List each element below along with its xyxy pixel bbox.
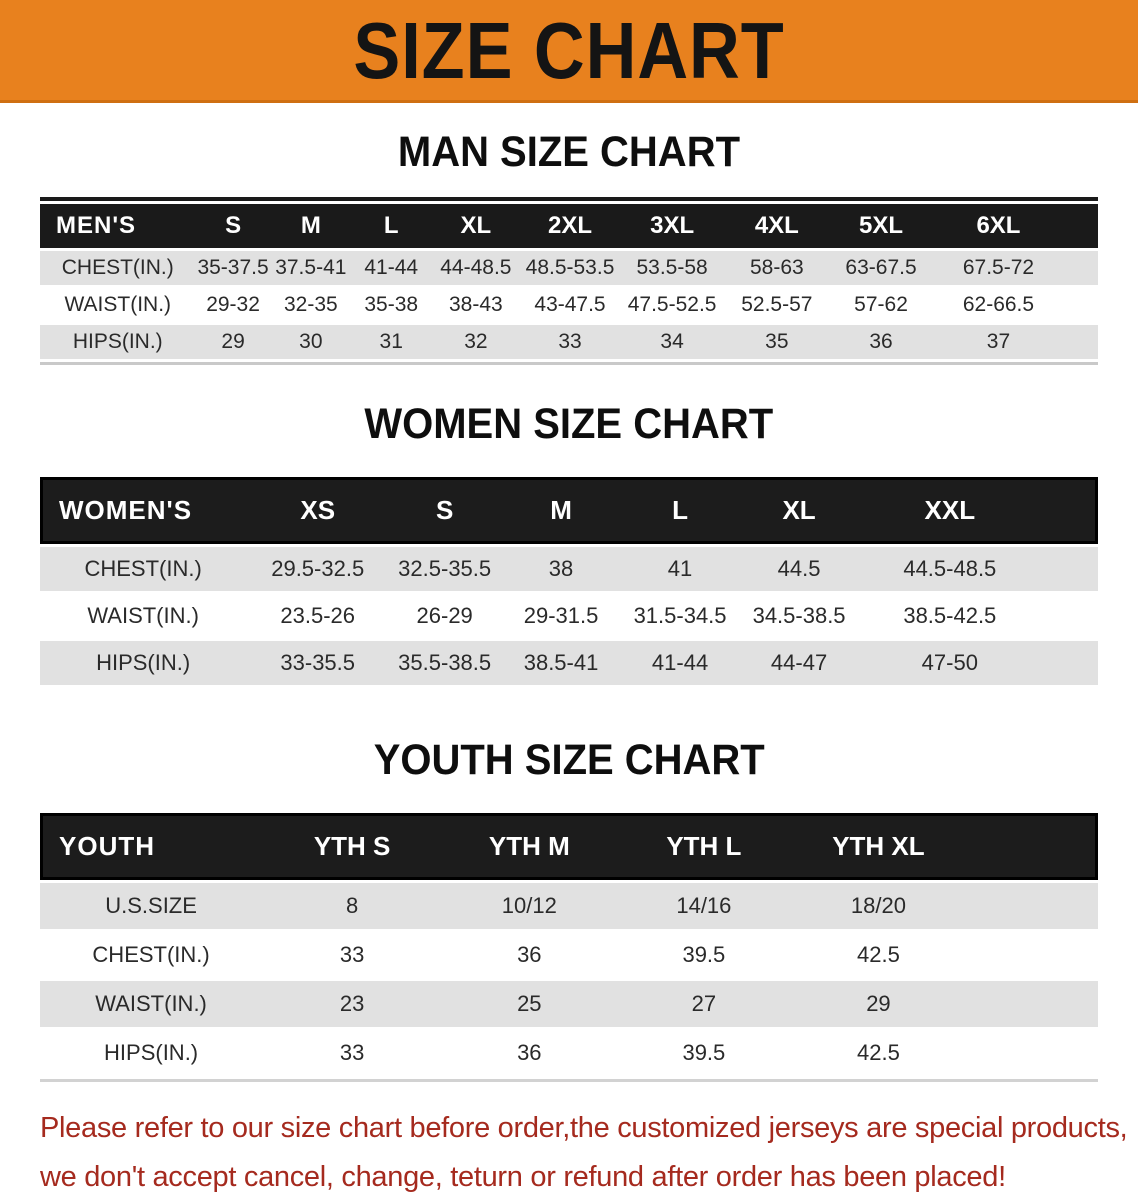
youth-size-chart-heading [0, 736, 1138, 785]
value-cell: 52.5-57 [724, 288, 829, 322]
filler-cell [1040, 594, 1098, 638]
size-header-cell: 4XL [724, 204, 829, 248]
value-cell: 18/20 [791, 883, 966, 929]
filler-cell [1064, 325, 1098, 359]
table-header-row [40, 477, 1098, 544]
filler-header-cell [1040, 477, 1098, 544]
size-header-cell: M [271, 204, 351, 248]
size-header-cell: YTH L [617, 813, 792, 880]
footer-note-line2: we don't accept cancel, change, teturn or refund after order has been placed! [40, 1161, 1006, 1193]
filler-cell [1040, 547, 1098, 591]
size-header-cell: YTH M [442, 813, 617, 880]
value-cell: 48.5-53.5 [520, 251, 619, 285]
value-cell: 36 [442, 1030, 617, 1076]
youth-size-table-wrap [40, 810, 1098, 1082]
value-cell: 27 [617, 981, 792, 1027]
value-cell: 36 [442, 932, 617, 978]
size-header-cell: S [196, 204, 271, 248]
value-cell: 10/12 [442, 883, 617, 929]
value-cell: 34 [620, 325, 725, 359]
value-cell: 44.5-48.5 [860, 547, 1040, 591]
value-cell: 31.5-34.5 [622, 594, 738, 638]
filler-cell [966, 883, 1098, 929]
size-chart-banner [0, 0, 1138, 103]
banner-title: SIZE CHART [353, 5, 785, 95]
man-size-chart-heading [0, 128, 1138, 177]
value-cell: 41-44 [351, 251, 431, 285]
value-cell: 35.5-38.5 [389, 641, 500, 685]
value-cell: 30 [271, 325, 351, 359]
women-size-chart-heading [0, 400, 1138, 449]
value-cell: 33-35.5 [246, 641, 389, 685]
value-cell: 43-47.5 [520, 288, 619, 322]
filler-cell [1064, 288, 1098, 322]
footer-note-line1: Please refer to our size chart before order,the customized jerseys are special products, [40, 1112, 1128, 1144]
row-label-cell: WAIST(IN.) [40, 981, 262, 1027]
value-cell: 36 [829, 325, 933, 359]
size-header-cell: XXL [860, 477, 1040, 544]
value-cell: 57-62 [829, 288, 933, 322]
value-cell: 38 [500, 547, 622, 591]
size-header-cell: L [622, 477, 738, 544]
value-cell: 32 [431, 325, 520, 359]
women-size-chart-heading-text: WOMEN SIZE CHART [364, 400, 774, 448]
table-row [40, 932, 1098, 978]
value-cell: 38.5-41 [500, 641, 622, 685]
size-header-cell: YTH S [262, 813, 442, 880]
value-cell: 47.5-52.5 [620, 288, 725, 322]
table-row [40, 288, 1098, 322]
filler-header-cell [1064, 204, 1098, 248]
womens-size-table [40, 474, 1098, 688]
size-header-cell: XS [246, 477, 389, 544]
value-cell: 33 [262, 932, 442, 978]
table-header-row [40, 204, 1098, 248]
row-label-cell: HIPS(IN.) [40, 1030, 262, 1076]
size-header-cell: 2XL [520, 204, 619, 248]
value-cell: 44-47 [738, 641, 860, 685]
group-label-cell: MEN'S [40, 204, 196, 248]
mens-size-table-wrap [40, 197, 1098, 365]
value-cell: 23 [262, 981, 442, 1027]
table-row [40, 883, 1098, 929]
row-label-cell: HIPS(IN.) [40, 641, 246, 685]
value-cell: 23.5-26 [246, 594, 389, 638]
filler-cell [966, 932, 1098, 978]
value-cell: 33 [520, 325, 619, 359]
value-cell: 25 [442, 981, 617, 1027]
row-label-cell: HIPS(IN.) [40, 325, 196, 359]
size-header-cell: 3XL [620, 204, 725, 248]
footer-note [40, 1104, 1128, 1202]
value-cell: 63-67.5 [829, 251, 933, 285]
man-size-chart-heading-text: MAN SIZE CHART [397, 128, 741, 176]
group-label-cell: YOUTH [40, 813, 262, 880]
value-cell: 35-38 [351, 288, 431, 322]
value-cell: 29 [196, 325, 271, 359]
womens-size-table-wrap [40, 474, 1098, 688]
value-cell: 8 [262, 883, 442, 929]
value-cell: 58-63 [724, 251, 829, 285]
row-label-cell: CHEST(IN.) [40, 547, 246, 591]
filler-header-cell [966, 813, 1098, 880]
value-cell: 26-29 [389, 594, 500, 638]
value-cell: 34.5-38.5 [738, 594, 860, 638]
value-cell: 29.5-32.5 [246, 547, 389, 591]
value-cell: 37.5-41 [271, 251, 351, 285]
value-cell: 35-37.5 [196, 251, 271, 285]
row-label-cell: U.S.SIZE [40, 883, 262, 929]
row-label-cell: WAIST(IN.) [40, 594, 246, 638]
value-cell: 33 [262, 1030, 442, 1076]
value-cell: 47-50 [860, 641, 1040, 685]
row-label-cell: CHEST(IN.) [40, 932, 262, 978]
table-header-row [40, 813, 1098, 880]
value-cell: 41 [622, 547, 738, 591]
value-cell: 62-66.5 [933, 288, 1064, 322]
value-cell: 39.5 [617, 932, 792, 978]
filler-cell [966, 981, 1098, 1027]
table-row [40, 981, 1098, 1027]
value-cell: 29-31.5 [500, 594, 622, 638]
size-header-cell: XL [431, 204, 520, 248]
mens-size-table [40, 201, 1098, 362]
value-cell: 39.5 [617, 1030, 792, 1076]
filler-cell [1064, 251, 1098, 285]
size-header-cell: S [389, 477, 500, 544]
value-cell: 53.5-58 [620, 251, 725, 285]
value-cell: 29 [791, 981, 966, 1027]
value-cell: 42.5 [791, 932, 966, 978]
table-row [40, 594, 1098, 638]
size-header-cell: 6XL [933, 204, 1064, 248]
youth-size-chart-heading-text: YOUTH SIZE CHART [373, 736, 765, 784]
size-header-cell: YTH XL [791, 813, 966, 880]
group-label-cell: WOMEN'S [40, 477, 246, 544]
table-row [40, 547, 1098, 591]
table-row [40, 641, 1098, 685]
value-cell: 32-35 [271, 288, 351, 322]
table-row [40, 325, 1098, 359]
value-cell: 35 [724, 325, 829, 359]
filler-cell [1040, 641, 1098, 685]
value-cell: 38.5-42.5 [860, 594, 1040, 638]
size-header-cell: XL [738, 477, 860, 544]
value-cell: 38-43 [431, 288, 520, 322]
size-header-cell: L [351, 204, 431, 248]
value-cell: 44.5 [738, 547, 860, 591]
size-header-cell: 5XL [829, 204, 933, 248]
table-row [40, 251, 1098, 285]
value-cell: 29-32 [196, 288, 271, 322]
value-cell: 67.5-72 [933, 251, 1064, 285]
value-cell: 42.5 [791, 1030, 966, 1076]
table-row [40, 1030, 1098, 1076]
value-cell: 32.5-35.5 [389, 547, 500, 591]
size-header-cell: M [500, 477, 622, 544]
value-cell: 44-48.5 [431, 251, 520, 285]
value-cell: 41-44 [622, 641, 738, 685]
youth-size-table [40, 810, 1098, 1079]
value-cell: 14/16 [617, 883, 792, 929]
value-cell: 37 [933, 325, 1064, 359]
row-label-cell: WAIST(IN.) [40, 288, 196, 322]
value-cell: 31 [351, 325, 431, 359]
filler-cell [966, 1030, 1098, 1076]
row-label-cell: CHEST(IN.) [40, 251, 196, 285]
